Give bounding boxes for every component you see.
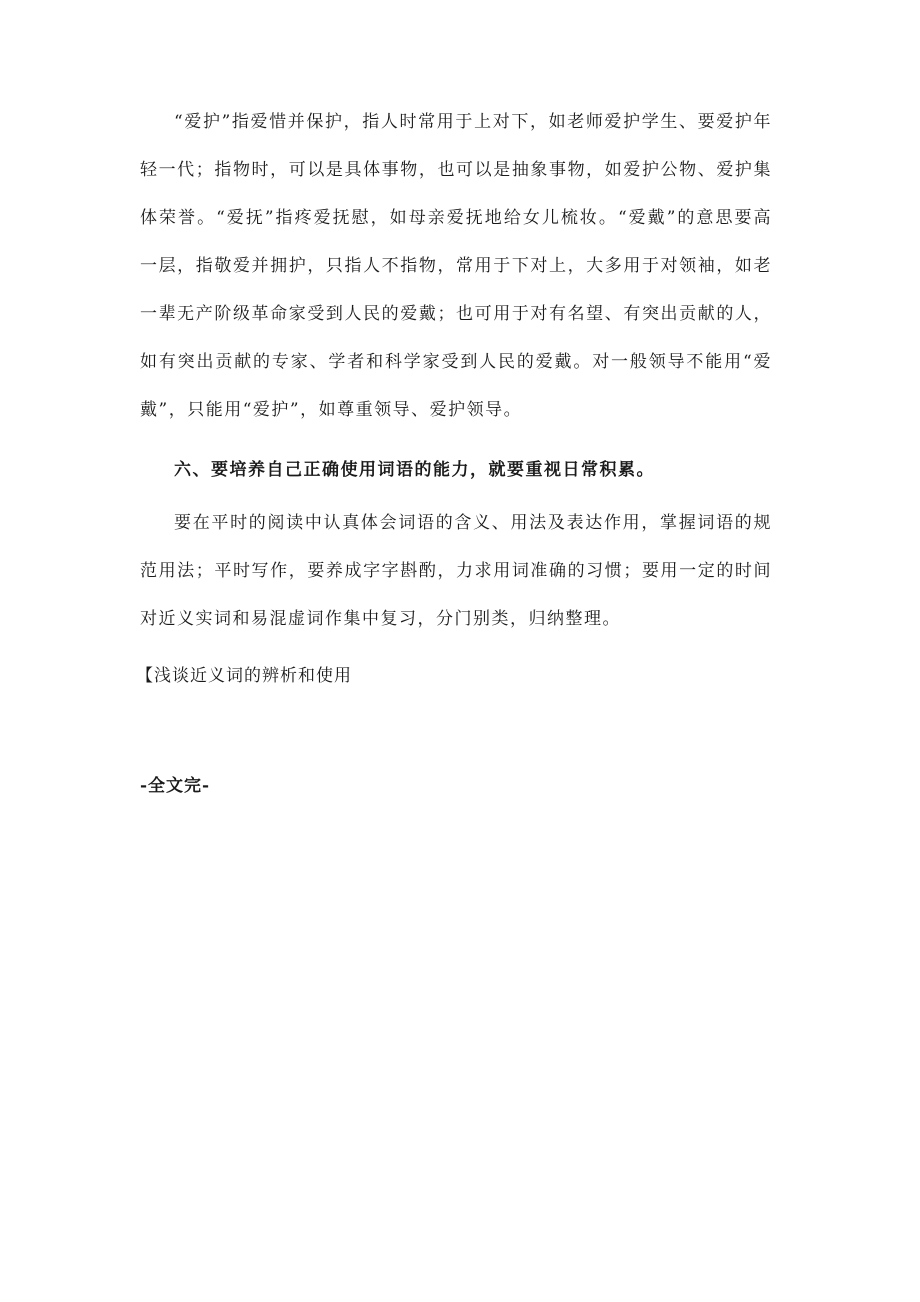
section-heading-six: 六、要培养自己正确使用词语的能力，就要重视日常积累。 (174, 460, 655, 480)
source-note: 【浅谈近义词的辨析和使用 (136, 666, 352, 686)
body-paragraph-accumulation: 要在平时的阅读中认真体会词语的含义、用法及表达作用，掌握词语的规范用法；平时写作，要养成字字斟酌，力求用词准确的习惯；要用一定的时间对近义实词和易混虚词作集中复习，分门别类，归纳整理。 (140, 513, 772, 629)
end-of-text-mark: -全文完- (140, 776, 211, 796)
body-paragraph-ai-hu: “爱护”指爱惜并保护，指人时常用于上对下，如老师爱护学生、要爱护年轻一代；指物时，可以是具体事物，也可以是抽象事物，如爱护公物、爱护集体荣誉。“爱抚”指疼爱抚慰，如母亲爱抚地给女儿梳妆。“爱戴”的意思要高一层，指敬爱并拥护，只指人不指物，常用于下对上，大多用于对领袖，如老一辈无产阶级革命家受到人民的爱戴；也可用于对有名望、有突出贡献的人，如有突出贡献的专家、学者和科学家受到人民的爱戴。对一般领导不能用“爱戴”，只能用“爱护”，如尊重领导、爱护领导。 (140, 112, 772, 420)
